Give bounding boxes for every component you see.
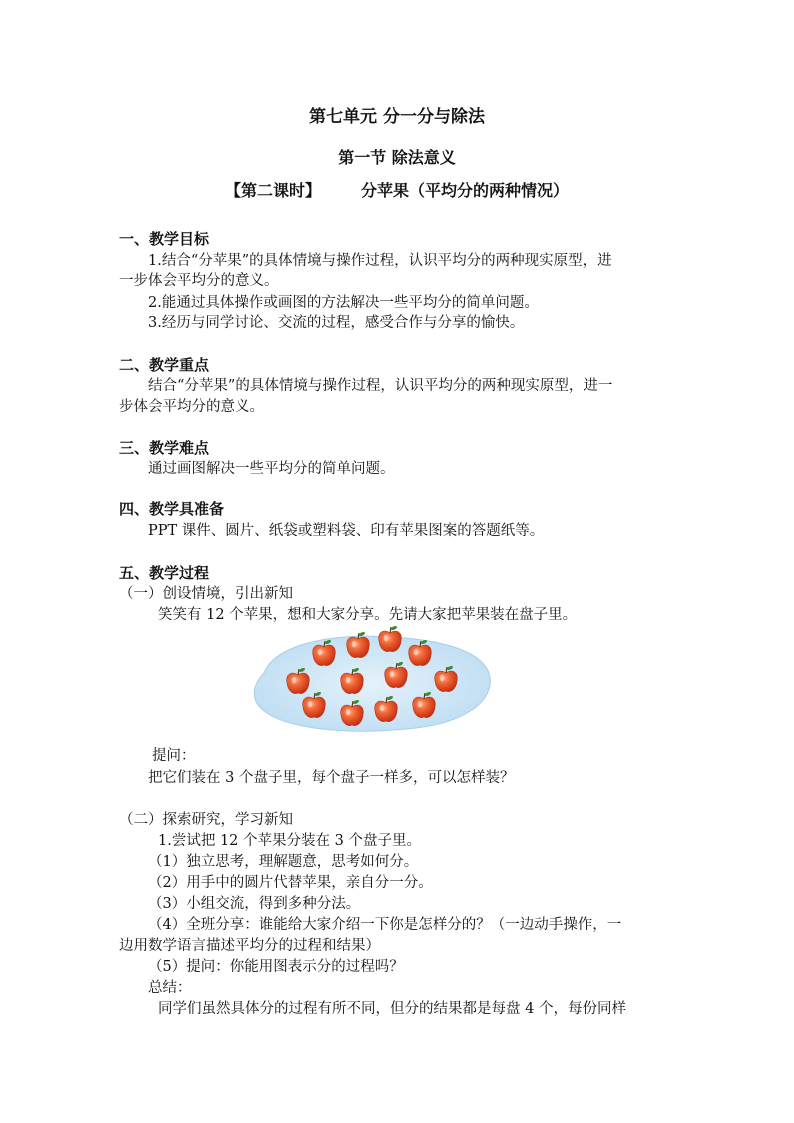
summary-label: 总结： — [148, 980, 192, 996]
part-1-text: 笑笑有 12 个苹果，想和大家分享。先请大家把苹果装在盘子里。 — [158, 607, 578, 623]
goals-heading: 一、教学目标 — [119, 230, 210, 248]
summary-text: 同学们虽然具体分的过程有所不同，但分的结果都是每盘 4 个，每份同样 — [158, 1001, 626, 1017]
sub-step-4-line-1: （4）全班分享：谁能给大家介绍一下你是怎样分的？（一边动手操作，一 — [148, 917, 622, 933]
question-text: 把它们装在 3 个盘子里，每个盘子一样多，可以怎样装？ — [148, 770, 515, 786]
goal-2: 2.能通过具体操作或画图的方法解决一些平均分的简单问题。 — [148, 295, 539, 311]
materials-line-1: PPT 课件、圆片、纸袋或塑料袋、印有苹果图案的答题纸等。 — [148, 523, 545, 539]
apple-icon — [347, 631, 370, 657]
materials-heading: 四、教学具准备 — [119, 500, 225, 518]
plate-svg — [246, 625, 496, 737]
part-2-heading: （二）探索研究，学习新知 — [119, 812, 293, 828]
question-label: 提问： — [152, 748, 196, 764]
goal-1-line-2: 一步体会平均分的意义。 — [119, 273, 279, 289]
sub-step-2: （2）用手中的圆片代替苹果，亲自分一分。 — [148, 875, 433, 891]
apple-plate-illustration — [246, 625, 496, 737]
step-1: 1.尝试把 12 个苹果分装在 3 个盘子里。 — [158, 833, 421, 849]
sub-step-1: （1）独立思考，理解题意，思考如何分。 — [148, 854, 419, 870]
unit-title: 第七单元 分一分与除法 — [309, 107, 485, 127]
goal-1-line-1: 1.结合“分苹果”的具体情境与操作过程，认识平均分的两种现实原型，进 — [148, 253, 612, 269]
lesson-bracket: 【第二课时】 — [224, 181, 321, 200]
key-points-line-1: 结合“分苹果”的具体情境与操作过程，认识平均分的两种现实原型，进一 — [148, 378, 613, 394]
sub-step-5: （5）提问：你能用图表示分的过程吗？ — [148, 959, 404, 975]
sub-step-3: （3）小组交流，得到多种分法。 — [148, 896, 361, 912]
lesson-name: 分苹果（平均分的两种情况） — [361, 181, 570, 200]
apple-icon — [379, 625, 402, 651]
sub-step-4-line-2: 边用数学语言描述平均分的过程和结果） — [119, 938, 380, 954]
lesson-title — [0, 181, 794, 201]
key-points-line-2: 步体会平均分的意义。 — [119, 399, 264, 415]
part-1-heading: （一）创设情境，引出新知 — [119, 586, 293, 602]
difficulties-heading: 三、教学难点 — [119, 439, 210, 457]
difficulties-line-1: 通过画图解决一些平均分的简单问题。 — [148, 461, 395, 477]
goal-3: 3.经历与同学讨论、交流的过程，感受合作与分享的愉快。 — [148, 315, 525, 331]
key-points-heading: 二、教学重点 — [119, 356, 210, 374]
section-title: 第一节 除法意义 — [338, 148, 456, 167]
process-heading: 五、教学过程 — [119, 564, 210, 582]
